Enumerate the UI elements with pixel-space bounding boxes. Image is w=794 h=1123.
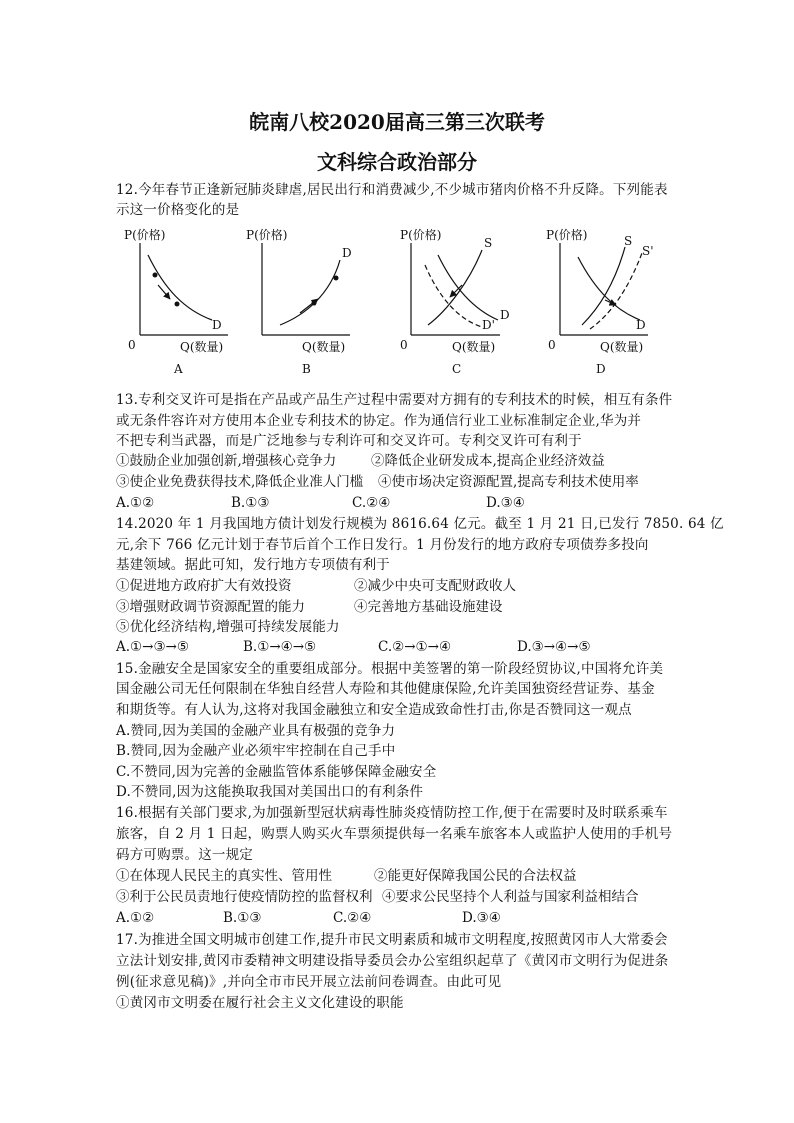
q14-choice-d: D.③→④→⑤ — [517, 639, 591, 655]
exam-title: 皖南八校2020届高三第三次联考 — [249, 110, 545, 134]
q16-choice-c: C.②④ — [333, 910, 372, 926]
graph-c-curve-d: D — [500, 308, 510, 322]
graph-a-origin: 0 — [128, 338, 136, 352]
q13-stem-line: 或无条件容许对方使用本企业专利技术的协定。作为通信行业工业标准制定企业,华为并 — [116, 413, 642, 429]
graph-b-curve-d: D — [342, 246, 352, 260]
graph-c-curve-s: S — [484, 236, 493, 250]
q13-choice-b: B.①③ — [231, 495, 270, 511]
q16-item: ④要求公民坚持个人利益与国家利益相结合 — [382, 889, 639, 905]
graph-a-x-label: Q(数量) — [180, 340, 224, 354]
graph-d-curve-s-prime: S' — [642, 244, 654, 258]
q14-choice-b: B.①→④→⑤ — [243, 639, 317, 655]
q13-choice-a: A.①② — [116, 495, 155, 511]
q14-item: ④完善地方基础设施建设 — [354, 599, 503, 615]
q16-item: ③利于公民员责地行使疫情防控的监督权利 — [116, 889, 373, 905]
q16-stem-line: 码方可购票。这一规定 — [116, 847, 253, 863]
q14-stem-line: 元,余下 766 亿元计划于春节后首个工作日发行。1 月份发行的地方政府专项债券多投向 — [116, 537, 649, 553]
q13-choice-c: C.②④ — [352, 495, 391, 511]
q13-stem-line: 13.专利交叉许可是指在产品或产品生产过程中需要对方拥有的专利技术的时候，相互有条件 — [116, 392, 673, 408]
q17-stem-line: 立法计划安排,黄冈市委精神文明建设指导委员会办公室组织起草了《黄冈市文明行为促进条 — [116, 953, 669, 969]
graph-c-demand-curve-d-prime — [425, 265, 482, 327]
q14-choice-a: A.①→③→⑤ — [116, 639, 189, 655]
graph-c-option: C — [452, 362, 462, 376]
q12-stem-line: 12.今年春节正逢新冠肺炎肆虐,居民出行和消费减少,不少城市猪肉价格不升反降。下列能表 — [116, 182, 668, 198]
graph-d-origin: 0 — [548, 338, 556, 352]
graph-d-curve-d: D — [636, 318, 646, 332]
graph-b-x-label: Q(数量) — [302, 340, 346, 354]
q14-item: ③增强财政调节资源配置的能力 — [116, 599, 305, 615]
graph-b-y-label: P(价格) — [246, 228, 288, 242]
graph-b-demand-curve — [280, 260, 340, 325]
q15-stem-line: 和期货等。有人认为,这将对我国金融独立和安全造成致命性打击,你是否赞同这一观点 — [116, 702, 632, 718]
q16-stem-line: 16.根据有关部门要求,为加强新型冠状病毒性肺炎疫情防控工作,便于在需要时及时联系乘车 — [116, 805, 668, 821]
q14-item: ②减少中央可支配财政收人 — [354, 578, 516, 594]
graph-d-curve-s: S — [624, 234, 633, 248]
q13-item: ④使市场决定资源配置,提高专利技术使用率 — [378, 474, 639, 490]
q17-stem-line: 17.为推进全国文明城市创建工作,提升市民文明素质和城市文明程度,按照黄冈市人大常委会 — [116, 932, 668, 948]
q15-choice-c: C.不赞同,因为完善的金融监管体系能够保障金融安全 — [116, 764, 437, 780]
graph-a-demand-curve — [148, 255, 212, 320]
q15-choice-d: D.不赞同,因为这能换取我国对美国出口的有利条件 — [116, 784, 424, 800]
graph-c-x-label: Q(数量) — [452, 340, 496, 354]
q17-item: ①黄冈市文明委在履行社会主义文化建设的职能 — [116, 995, 404, 1011]
graph-a-curve-d: D — [212, 318, 222, 332]
q12-graphs — [0, 225, 794, 385]
graph-a-option: A — [174, 362, 183, 376]
graph-b-point — [334, 276, 339, 281]
q12-stem-line: 示这一价格变化的是 — [116, 202, 240, 218]
graph-c-demand-curve-d — [438, 255, 498, 320]
graph-d-supply-curve — [582, 247, 625, 325]
graph-d-x-label: Q(数量) — [600, 340, 644, 354]
q14-stem-line: 基建领域。据此可知，发行地方专项债有利于 — [116, 557, 390, 573]
q15-stem-line: 15.金融安全是国家安全的重要组成部分。根据中美签署的第一阶段经贸协议,中国将允许美 — [116, 661, 664, 677]
graph-a-y-label: P(价格) — [124, 228, 166, 242]
q14-item: ①促进地方政府扩大有效投资 — [116, 578, 292, 594]
graph-b-point — [312, 301, 317, 306]
exam-subtitle: 文科综合政治部分 — [317, 150, 477, 174]
q16-item: ①在体现人民民主的真实性、管用性 — [116, 868, 332, 884]
q13-stem-line: 不把专利当武器，而是广泛地参与专利许可和交叉许可。专利交叉许可有利于 — [116, 433, 582, 449]
q17-stem-line: 例(征求意见稿)》,并向全市市民开展立法前问卷调查。由此可见 — [116, 974, 502, 990]
q14-item: ⑤优化经济结构,增强可持续发展能力 — [116, 619, 340, 635]
q16-stem-line: 旅客，自 2 月 1 日起，购票人购买火车票须提供每一名乘车旅客本人或监护人使用的手机号 — [116, 826, 673, 842]
q16-item: ②能更好保障我国公民的合法权益 — [374, 868, 577, 884]
q16-choice-a: A.①② — [116, 910, 155, 926]
q15-choice-b: B.赞同,因为金融产业必须牢牢控制在自己手中 — [116, 743, 396, 759]
q15-choice-a: A.赞同,因为美国的金融产业具有极强的竞争力 — [116, 723, 396, 739]
graph-b-option: B — [302, 362, 311, 376]
graph-c-origin: 0 — [400, 338, 408, 352]
q13-item: ②降低企业研发成本,提高企业经济效益 — [371, 453, 605, 469]
graph-c-y-label: P(价格) — [400, 228, 442, 242]
q13-choice-d: D.③④ — [486, 495, 525, 511]
graph-d-y-label: P(价格) — [546, 228, 588, 242]
q13-item: ③使企业免费获得技术,降低企业准人门槛 — [116, 474, 364, 490]
graph-d-option: D — [596, 362, 606, 376]
graph-a-point — [153, 273, 158, 278]
q15-stem-line: 国金融公司无任何限制在华独自经营人寿险和其他健康保险,允许美国独资经营证券、基金 — [116, 681, 655, 697]
q14-stem-line: 14.2020 年 1 月我国地方债计划发行规模为 8616.64 亿元。截至 1 月 21 日,已发行 7850. 64 亿 — [116, 516, 724, 532]
q16-choice-b: B.①③ — [223, 910, 262, 926]
q14-choice-c: C.②→①→④ — [378, 639, 452, 655]
graph-c-curve-d-prime: D' — [482, 318, 495, 332]
q16-choice-d: D.③④ — [462, 910, 501, 926]
graph-a-point — [175, 302, 180, 307]
q13-item: ①鼓励企业加强创新,增强核心竞争力 — [116, 453, 337, 469]
